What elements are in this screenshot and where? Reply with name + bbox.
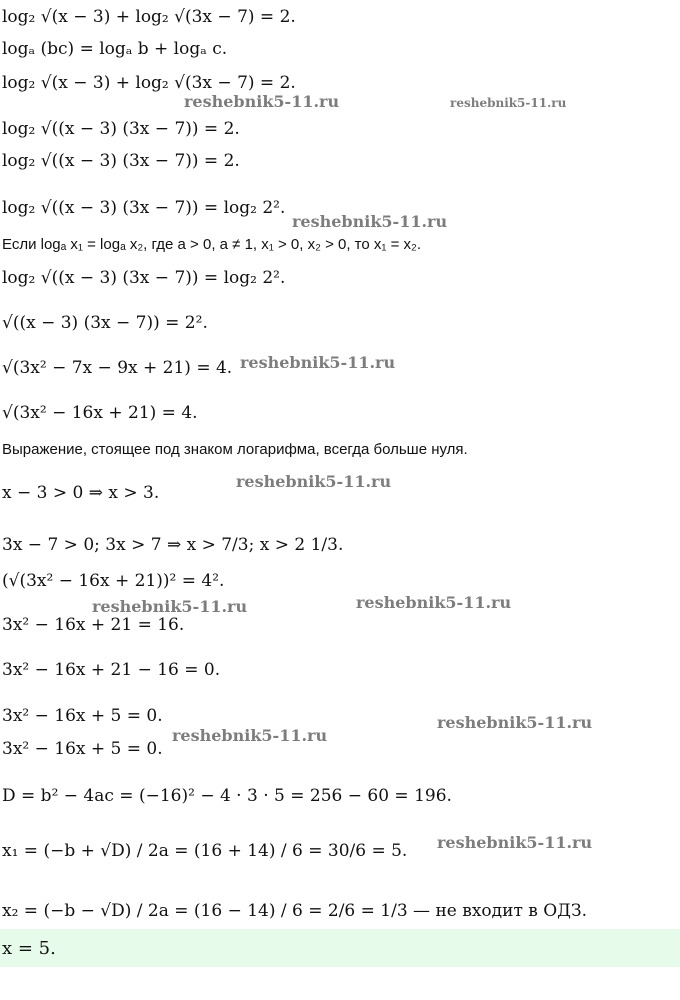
math-line: √((x − 3) (3x − 7)) = 2².	[2, 313, 208, 333]
watermark: reshebnik5-11.ru	[240, 353, 396, 372]
math-line: log₂ √((x − 3) (3x − 7)) = log₂ 2².	[2, 198, 286, 218]
root-x1-line: x₁ = (−b + √D) / 2a = (16 + 14) / 6 = 30/6 = 5.	[2, 841, 408, 861]
math-line: √(3x² − 16x + 21) = 4.	[2, 403, 198, 423]
math-line: 3x − 7 > 0; 3x > 7 ⇒ x > 7/3; x > 2 1/3.	[2, 535, 344, 555]
math-line: x − 3 > 0 ⇒ x > 3.	[2, 483, 160, 503]
watermark: reshebnik5-11.ru	[292, 212, 448, 231]
math-line: √(3x² − 7x − 9x + 21) = 4.	[2, 358, 233, 378]
domain-note: Выражение, стоящее под знаком логарифма, всегда больше нуля.	[2, 441, 468, 458]
math-line: log₂ √((x − 3) (3x − 7)) = log₂ 2².	[2, 268, 286, 288]
math-line: log₂ √(x − 3) + log₂ √(3x − 7) = 2.	[2, 73, 296, 93]
answer-text: x = 5.	[2, 938, 56, 959]
watermark: reshebnik5-11.ru	[172, 726, 328, 745]
math-line: 3x² − 16x + 5 = 0.	[2, 706, 163, 726]
watermark: reshebnik5-11.ru	[450, 96, 567, 110]
root-x2-line: x₂ = (−b − √D) / 2a = (16 − 14) / 6 = 2/6 = 1/3 — не входит в ОДЗ.	[2, 901, 587, 921]
math-line: (√(3x² − 16x + 21))² = 4².	[2, 571, 225, 591]
watermark: reshebnik5-11.ru	[236, 472, 392, 491]
answer-box	[0, 929, 680, 967]
watermark: reshebnik5-11.ru	[92, 597, 248, 616]
watermark: reshebnik5-11.ru	[437, 713, 593, 732]
watermark: reshebnik5-11.ru	[184, 92, 340, 111]
math-line: logₐ (bc) = logₐ b + logₐ c.	[2, 39, 228, 59]
math-line: log₂ √((x − 3) (3x − 7)) = 2.	[2, 151, 240, 171]
math-line: 3x² − 16x + 21 − 16 = 0.	[2, 660, 221, 680]
math-line: log₂ √(x − 3) + log₂ √(3x − 7) = 2.	[2, 7, 296, 27]
math-line: log₂ √((x − 3) (3x − 7)) = 2.	[2, 119, 240, 139]
discriminant-line: D = b² − 4ac = (−16)² − 4 · 3 · 5 = 256 − 60 = 196.	[2, 786, 452, 806]
watermark: reshebnik5-11.ru	[356, 593, 512, 612]
math-line: 3x² − 16x + 21 = 16.	[2, 615, 185, 635]
math-line: 3x² − 16x + 5 = 0.	[2, 739, 163, 759]
rule-text: Если logₐ x₁ = logₐ x₂, где a > 0, a ≠ 1, x₁ > 0, x₂ > 0, то x₁ = x₂.	[2, 236, 422, 253]
watermark: reshebnik5-11.ru	[437, 833, 593, 852]
